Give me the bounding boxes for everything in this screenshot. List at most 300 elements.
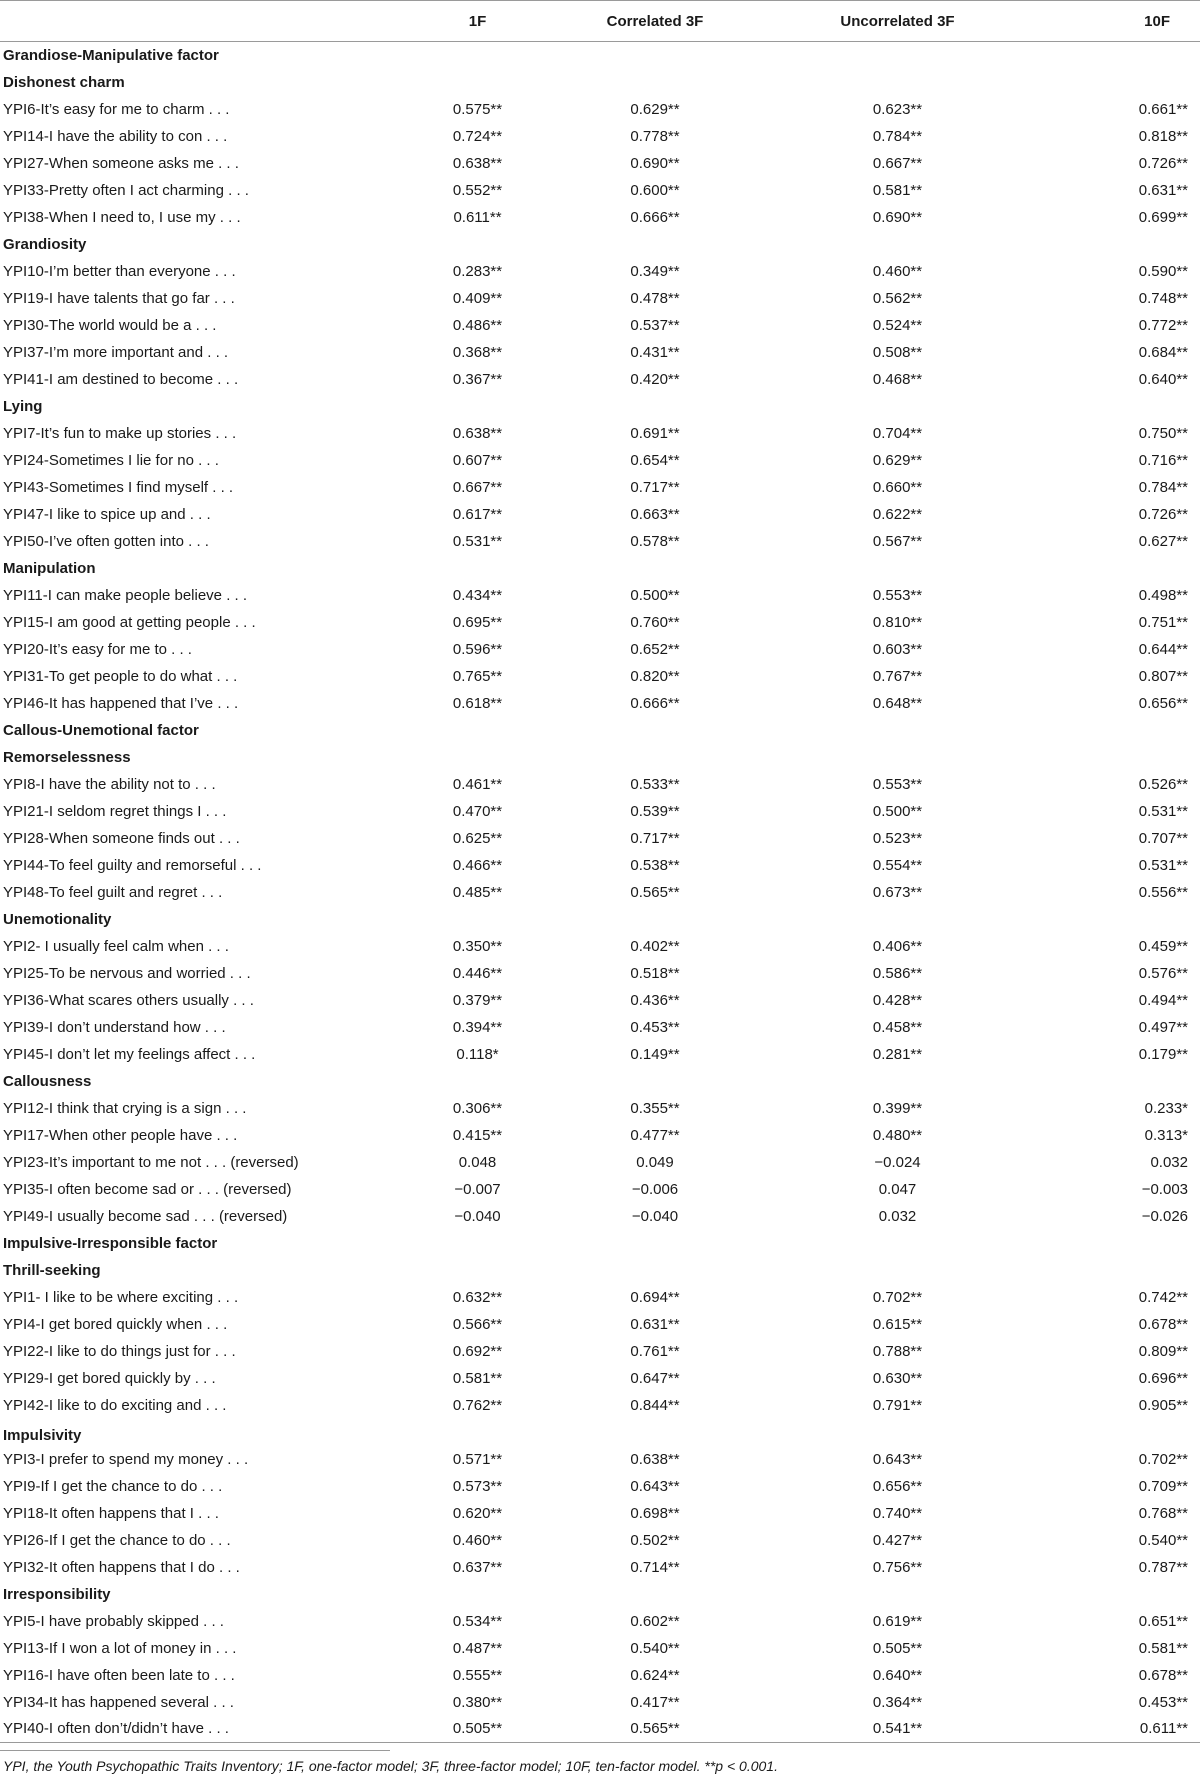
subscale-heading-row: [0, 1068, 1200, 1095]
value-10f: 0.640**: [1138, 370, 1188, 388]
table-row: [0, 447, 1200, 474]
item-label: YPI33-Pretty often I act charming . . .: [3, 181, 249, 199]
value-10f: 0.905**: [1138, 1396, 1188, 1414]
value-uncorrelated-3f: [775, 1581, 1020, 1608]
table-row: [0, 1176, 1200, 1203]
value-10f: 0.716**: [1138, 451, 1188, 469]
table-row: [0, 879, 1200, 906]
item-label: YPI2- I usually feel calm when . . .: [3, 937, 229, 955]
value-uncorrelated-3f: [775, 744, 1020, 771]
value-uncorrelated-3f: 0.427**: [872, 1531, 923, 1549]
value-10f: 0.656**: [1138, 694, 1188, 712]
value-10f: 0.611**: [1020, 1716, 1200, 1743]
table-row: [0, 663, 1200, 690]
value-1f: 0.724**: [452, 127, 503, 145]
value-correlated-3f: −0.040: [631, 1207, 679, 1225]
value-correlated-3f: 0.431**: [630, 343, 680, 361]
value-correlated-3f: 0.565**: [535, 1716, 775, 1743]
item-label: YPI37-I’m more important and . . .: [3, 343, 229, 361]
value-10f: 0.179**: [1138, 1045, 1188, 1063]
item-label: YPI5-I have probably skipped . . .: [3, 1612, 224, 1630]
value-1f: [420, 906, 535, 933]
item-label: YPI25-To be nervous and worried . . .: [3, 964, 251, 982]
value-10f: 0.748**: [1138, 289, 1188, 307]
value-uncorrelated-3f: 0.623**: [872, 100, 923, 118]
item-label: YPI47-I like to spice up and . . .: [3, 505, 211, 523]
item-label: YPI49-I usually become sad . . . (reversed): [3, 1207, 288, 1225]
item-label: YPI8-I have the ability not to . . .: [3, 775, 216, 793]
factor-label: Callous-Unemotional factor: [3, 721, 199, 739]
item-label: YPI34-It has happened several . . .: [3, 1693, 234, 1711]
table-row: [0, 960, 1200, 987]
table-row: [0, 798, 1200, 825]
subscale-label: Impulsivity: [3, 1426, 82, 1444]
subscale-label: Callousness: [3, 1072, 92, 1090]
value-1f: 0.466**: [452, 856, 503, 874]
value-1f: 0.625**: [452, 829, 503, 847]
value-uncorrelated-3f: 0.740**: [872, 1504, 923, 1522]
value-10f: 0.233*: [1144, 1099, 1188, 1117]
subscale-heading-row: [0, 555, 1200, 582]
value-1f: [420, 69, 535, 96]
item-label: YPI31-To get people to do what . . .: [3, 667, 238, 685]
value-uncorrelated-3f: [775, 393, 1020, 420]
header-uncorrelated-3f: Uncorrelated 3F: [775, 1, 1020, 42]
value-uncorrelated-3f: 0.619**: [872, 1612, 923, 1630]
value-1f: −0.007: [454, 1180, 501, 1198]
value-10f: [1020, 393, 1200, 420]
table-row: [0, 1311, 1200, 1338]
value-1f: 0.534**: [452, 1612, 503, 1630]
item-label: YPI7-It’s fun to make up stories . . .: [3, 424, 237, 442]
value-uncorrelated-3f: 0.586**: [872, 964, 923, 982]
value-uncorrelated-3f: 0.673**: [872, 883, 923, 901]
value-1f: 0.618**: [452, 694, 503, 712]
table-row: [0, 1500, 1200, 1527]
value-uncorrelated-3f: 0.784**: [872, 127, 923, 145]
value-uncorrelated-3f: 0.756**: [872, 1558, 923, 1576]
table-row: [0, 1203, 1200, 1230]
value-uncorrelated-3f: 0.704**: [872, 424, 923, 442]
subscale-heading-row: [0, 906, 1200, 933]
value-1f: [420, 744, 535, 771]
value-correlated-3f: 0.691**: [630, 424, 680, 442]
value-correlated-3f: 0.663**: [630, 505, 680, 523]
value-10f: [1020, 1068, 1200, 1095]
value-10f: 0.644**: [1138, 640, 1188, 658]
value-1f: [420, 42, 535, 69]
footnote-divider: [0, 1750, 390, 1751]
value-1f: 0.379**: [452, 991, 503, 1009]
factor-heading-row: [0, 1230, 1200, 1257]
value-10f: 0.032: [1150, 1153, 1188, 1171]
table-row: [0, 1662, 1200, 1689]
table-row: [0, 1149, 1200, 1176]
value-1f: 0.575**: [452, 100, 503, 118]
item-label: YPI41-I am destined to become . . .: [3, 370, 239, 388]
value-uncorrelated-3f: 0.553**: [872, 775, 923, 793]
value-correlated-3f: 0.518**: [630, 964, 680, 982]
value-10f: 0.590**: [1138, 262, 1188, 280]
value-10f: 0.531**: [1138, 856, 1188, 874]
value-correlated-3f: −0.006: [631, 1180, 679, 1198]
value-correlated-3f: 0.500**: [630, 586, 680, 604]
value-correlated-3f: 0.540**: [630, 1639, 680, 1657]
value-1f: 0.638**: [452, 154, 503, 172]
table-row: [0, 285, 1200, 312]
item-label: YPI24-Sometimes I lie for no . . .: [3, 451, 219, 469]
value-correlated-3f: 0.478**: [630, 289, 680, 307]
subscale-heading-row: [0, 1581, 1200, 1608]
value-correlated-3f: [535, 1581, 775, 1608]
value-1f: 0.765**: [452, 667, 503, 685]
table-row: [0, 852, 1200, 879]
item-label: YPI12-I think that crying is a sign . . .: [3, 1099, 247, 1117]
item-label: YPI35-I often become sad or . . . (reversed): [3, 1180, 292, 1198]
item-label: YPI32-It often happens that I do . . .: [3, 1558, 240, 1576]
value-1f: 0.596**: [452, 640, 503, 658]
item-label: YPI20-It’s easy for me to . . .: [3, 640, 192, 658]
value-uncorrelated-3f: 0.281**: [872, 1045, 923, 1063]
item-label: YPI22-I like to do things just for . . .: [3, 1342, 236, 1360]
value-uncorrelated-3f: 0.364**: [872, 1693, 923, 1711]
item-label: YPI29-I get bored quickly by . . .: [3, 1369, 216, 1387]
item-label: YPI21-I seldom regret things I . . .: [3, 802, 227, 820]
value-1f: [420, 717, 535, 744]
table-row: [0, 204, 1200, 231]
value-uncorrelated-3f: 0.630**: [872, 1369, 923, 1387]
value-1f: 0.470**: [452, 802, 503, 820]
subscale-label: Remorselessness: [3, 748, 131, 766]
value-10f: 0.453**: [1138, 1693, 1188, 1711]
value-10f: 0.818**: [1138, 127, 1188, 145]
value-10f: 0.494**: [1138, 991, 1188, 1009]
value-1f: 0.552**: [452, 181, 503, 199]
value-correlated-3f: 0.538**: [630, 856, 680, 874]
value-10f: 0.556**: [1138, 883, 1188, 901]
table-row: [0, 771, 1200, 798]
value-1f: 0.446**: [452, 964, 503, 982]
value-10f: [1020, 1419, 1200, 1446]
table-body: [0, 42, 1200, 1743]
value-10f: 0.784**: [1138, 478, 1188, 496]
subscale-label: Lying: [3, 397, 43, 415]
value-uncorrelated-3f: 0.541**: [775, 1716, 1020, 1743]
value-1f: 0.692**: [452, 1342, 503, 1360]
value-uncorrelated-3f: 0.667**: [872, 154, 923, 172]
value-correlated-3f: 0.578**: [630, 532, 680, 550]
value-uncorrelated-3f: 0.810**: [872, 613, 923, 631]
value-1f: 0.486**: [452, 316, 503, 334]
table-row: [0, 1689, 1200, 1716]
value-uncorrelated-3f: 0.428**: [872, 991, 923, 1009]
value-uncorrelated-3f: 0.567**: [872, 532, 923, 550]
value-10f: 0.627**: [1138, 532, 1188, 550]
value-1f: [420, 231, 535, 258]
item-label: YPI19-I have talents that go far . . .: [3, 289, 235, 307]
value-10f: 0.651**: [1138, 1612, 1188, 1630]
item-label: YPI18-It often happens that I . . .: [3, 1504, 219, 1522]
value-1f: [420, 393, 535, 420]
value-correlated-3f: 0.717**: [630, 829, 680, 847]
value-1f: 0.611**: [453, 208, 502, 226]
value-uncorrelated-3f: 0.581**: [872, 181, 923, 199]
value-uncorrelated-3f: 0.032: [878, 1207, 917, 1225]
value-10f: −0.026: [1141, 1207, 1188, 1225]
value-10f: 0.750**: [1138, 424, 1188, 442]
value-10f: 0.702**: [1138, 1450, 1188, 1468]
table-row: [0, 1473, 1200, 1500]
value-uncorrelated-3f: 0.505**: [872, 1639, 923, 1657]
value-uncorrelated-3f: 0.524**: [872, 316, 923, 334]
subscale-label: Manipulation: [3, 559, 96, 577]
value-10f: [1020, 717, 1200, 744]
value-10f: [1020, 1581, 1200, 1608]
value-correlated-3f: 0.533**: [630, 775, 680, 793]
value-1f: 0.460**: [452, 1531, 503, 1549]
value-10f: 0.726**: [1138, 505, 1188, 523]
value-uncorrelated-3f: 0.629**: [872, 451, 923, 469]
item-label: YPI15-I am good at getting people . . .: [3, 613, 256, 631]
value-correlated-3f: [535, 555, 775, 582]
table-row: [0, 123, 1200, 150]
value-correlated-3f: 0.624**: [630, 1666, 680, 1684]
table-row: [0, 96, 1200, 123]
value-10f: [1020, 69, 1200, 96]
value-correlated-3f: 0.631**: [630, 1315, 680, 1333]
table-row: [0, 1608, 1200, 1635]
item-label: YPI44-To feel guilty and remorseful . . .: [3, 856, 262, 874]
table-footnote: YPI, the Youth Psychopathic Traits Inventory; 1F, one-factor model; 3F, three-factor model; 10F, ten-factor model. **p < 0.001.: [3, 1758, 778, 1774]
value-10f: [1020, 906, 1200, 933]
value-uncorrelated-3f: 0.788**: [872, 1342, 923, 1360]
value-1f: 0.368**: [452, 343, 503, 361]
value-uncorrelated-3f: 0.460**: [872, 262, 923, 280]
value-uncorrelated-3f: 0.562**: [872, 289, 923, 307]
value-uncorrelated-3f: [775, 1230, 1020, 1257]
value-correlated-3f: [535, 1257, 775, 1284]
value-1f: 0.394**: [452, 1018, 503, 1036]
value-10f: 0.576**: [1138, 964, 1188, 982]
value-correlated-3f: 0.694**: [630, 1288, 680, 1306]
value-1f: 0.531**: [452, 532, 503, 550]
table-row: [0, 609, 1200, 636]
value-correlated-3f: 0.402**: [630, 937, 680, 955]
value-10f: 0.678**: [1138, 1666, 1188, 1684]
value-uncorrelated-3f: [775, 906, 1020, 933]
table-row: [0, 474, 1200, 501]
value-10f: −0.003: [1141, 1180, 1188, 1198]
table-row: [0, 177, 1200, 204]
value-10f: 0.497**: [1138, 1018, 1188, 1036]
value-correlated-3f: 0.349**: [630, 262, 680, 280]
value-correlated-3f: 0.453**: [630, 1018, 680, 1036]
value-1f: 0.667**: [452, 478, 503, 496]
value-correlated-3f: 0.643**: [630, 1477, 680, 1495]
item-label: YPI43-Sometimes I find myself . . .: [3, 478, 234, 496]
table-row: [0, 501, 1200, 528]
value-correlated-3f: [535, 744, 775, 771]
subscale-heading-row: [0, 1419, 1200, 1446]
value-correlated-3f: 0.436**: [630, 991, 680, 1009]
value-correlated-3f: 0.355**: [630, 1099, 680, 1117]
item-label: YPI17-When other people have . . .: [3, 1126, 238, 1144]
value-uncorrelated-3f: 0.615**: [872, 1315, 923, 1333]
value-1f: 0.555**: [452, 1666, 503, 1684]
table-row: [0, 582, 1200, 609]
value-correlated-3f: 0.049: [636, 1153, 674, 1171]
item-label: YPI48-To feel guilt and regret . . .: [3, 883, 223, 901]
table-row: [0, 1014, 1200, 1041]
subscale-heading-row: [0, 69, 1200, 96]
item-label: YPI36-What scares others usually . . .: [3, 991, 254, 1009]
item-label: YPI4-I get bored quickly when . . .: [3, 1315, 228, 1333]
value-uncorrelated-3f: [775, 1257, 1020, 1284]
table-row: [0, 1446, 1200, 1473]
header-label: [0, 1, 420, 42]
value-correlated-3f: 0.600**: [630, 181, 680, 199]
value-correlated-3f: 0.149**: [630, 1045, 680, 1063]
table-row: [0, 1554, 1200, 1581]
value-1f: 0.505**: [420, 1716, 535, 1743]
value-uncorrelated-3f: 0.622**: [872, 505, 923, 523]
value-1f: 0.607**: [452, 451, 503, 469]
value-10f: 0.707**: [1138, 829, 1188, 847]
value-1f: [420, 1068, 535, 1095]
table-row: [0, 1338, 1200, 1365]
item-label: YPI1- I like to be where exciting . . .: [3, 1288, 239, 1306]
value-1f: [420, 1257, 535, 1284]
item-label: YPI9-If I get the chance to do . . .: [3, 1477, 223, 1495]
table-row: [0, 636, 1200, 663]
item-label: YPI14-I have the ability to con . . .: [3, 127, 228, 145]
value-correlated-3f: 0.502**: [630, 1531, 680, 1549]
table-row: [0, 933, 1200, 960]
value-correlated-3f: 0.760**: [630, 613, 680, 631]
table-row: [0, 1716, 1200, 1743]
value-1f: 0.571**: [452, 1450, 503, 1468]
value-uncorrelated-3f: 0.660**: [872, 478, 923, 496]
subscale-heading-row: [0, 1257, 1200, 1284]
table-row: [0, 987, 1200, 1014]
value-1f: 0.485**: [452, 883, 503, 901]
value-correlated-3f: [535, 906, 775, 933]
table-row: [0, 420, 1200, 447]
item-label: YPI50-I’ve often gotten into . . .: [3, 532, 209, 550]
value-uncorrelated-3f: [775, 69, 1020, 96]
table-row: [0, 1284, 1200, 1311]
table-row: [0, 690, 1200, 717]
value-correlated-3f: 0.666**: [630, 208, 680, 226]
value-correlated-3f: 0.652**: [630, 640, 680, 658]
value-10f: 0.809**: [1138, 1342, 1188, 1360]
value-uncorrelated-3f: 0.508**: [872, 343, 923, 361]
value-1f: 0.573**: [452, 1477, 503, 1495]
value-1f: 0.617**: [452, 505, 503, 523]
value-uncorrelated-3f: −0.024: [874, 1153, 921, 1171]
value-uncorrelated-3f: 0.702**: [872, 1288, 923, 1306]
value-uncorrelated-3f: 0.458**: [872, 1018, 923, 1036]
value-uncorrelated-3f: 0.643**: [872, 1450, 923, 1468]
subscale-label: Irresponsibility: [3, 1585, 111, 1603]
value-correlated-3f: 0.654**: [630, 451, 680, 469]
value-correlated-3f: 0.666**: [630, 694, 680, 712]
item-label: YPI28-When someone finds out . . .: [3, 829, 240, 847]
value-correlated-3f: [535, 1230, 775, 1257]
value-correlated-3f: [535, 717, 775, 744]
value-correlated-3f: 0.690**: [630, 154, 680, 172]
table-row: [0, 1365, 1200, 1392]
value-1f: [420, 1419, 535, 1446]
value-1f: 0.637**: [452, 1558, 503, 1576]
value-1f: 0.048: [458, 1153, 497, 1171]
item-label: YPI3-I prefer to spend my money . . .: [3, 1450, 249, 1468]
item-label: YPI40-I often don’t/didn’t have . . .: [0, 1716, 420, 1743]
value-10f: 0.768**: [1138, 1504, 1188, 1522]
value-1f: 0.306**: [452, 1099, 503, 1117]
value-1f: 0.620**: [452, 1504, 503, 1522]
value-correlated-3f: 0.537**: [630, 316, 680, 334]
table-row: [0, 1041, 1200, 1068]
value-correlated-3f: 0.761**: [630, 1342, 680, 1360]
value-10f: 0.498**: [1138, 586, 1188, 604]
value-uncorrelated-3f: 0.690**: [872, 208, 923, 226]
table-row: [0, 312, 1200, 339]
subscale-heading-row: [0, 744, 1200, 771]
value-uncorrelated-3f: 0.603**: [872, 640, 923, 658]
value-correlated-3f: 0.629**: [630, 100, 680, 118]
table-row: [0, 1095, 1200, 1122]
value-1f: 0.566**: [452, 1315, 503, 1333]
value-10f: 0.807**: [1138, 667, 1188, 685]
value-10f: 0.709**: [1138, 1477, 1188, 1495]
value-10f: [1020, 744, 1200, 771]
table-row: [0, 150, 1200, 177]
value-correlated-3f: 0.778**: [630, 127, 680, 145]
table-row: [0, 1122, 1200, 1149]
value-correlated-3f: 0.420**: [630, 370, 680, 388]
value-correlated-3f: 0.417**: [630, 1693, 680, 1711]
value-correlated-3f: 0.477**: [630, 1126, 680, 1144]
value-1f: 0.434**: [452, 586, 503, 604]
value-10f: 0.581**: [1138, 1639, 1188, 1657]
value-uncorrelated-3f: [775, 231, 1020, 258]
item-label: YPI30-The world would be a . . .: [3, 316, 217, 334]
value-correlated-3f: [535, 231, 775, 258]
item-label: YPI16-I have often been late to . . .: [3, 1666, 235, 1684]
subscale-heading-row: [0, 231, 1200, 258]
value-1f: 0.350**: [452, 937, 503, 955]
header-correlated-3f: Correlated 3F: [535, 1, 775, 42]
table-row: [0, 1527, 1200, 1554]
value-10f: 0.787**: [1138, 1558, 1188, 1576]
value-10f: 0.526**: [1138, 775, 1188, 793]
value-1f: 0.695**: [452, 613, 503, 631]
value-1f: 0.409**: [452, 289, 503, 307]
value-correlated-3f: 0.647**: [630, 1369, 680, 1387]
value-correlated-3f: 0.602**: [630, 1612, 680, 1630]
value-1f: 0.367**: [452, 370, 503, 388]
value-1f: 0.118*: [456, 1045, 499, 1063]
value-uncorrelated-3f: 0.480**: [872, 1126, 923, 1144]
value-correlated-3f: 0.698**: [630, 1504, 680, 1522]
value-1f: [420, 555, 535, 582]
value-uncorrelated-3f: [775, 717, 1020, 744]
value-10f: 0.678**: [1138, 1315, 1188, 1333]
value-uncorrelated-3f: 0.554**: [872, 856, 923, 874]
value-1f: 0.762**: [452, 1396, 503, 1414]
item-label: YPI26-If I get the chance to do . . .: [3, 1531, 231, 1549]
